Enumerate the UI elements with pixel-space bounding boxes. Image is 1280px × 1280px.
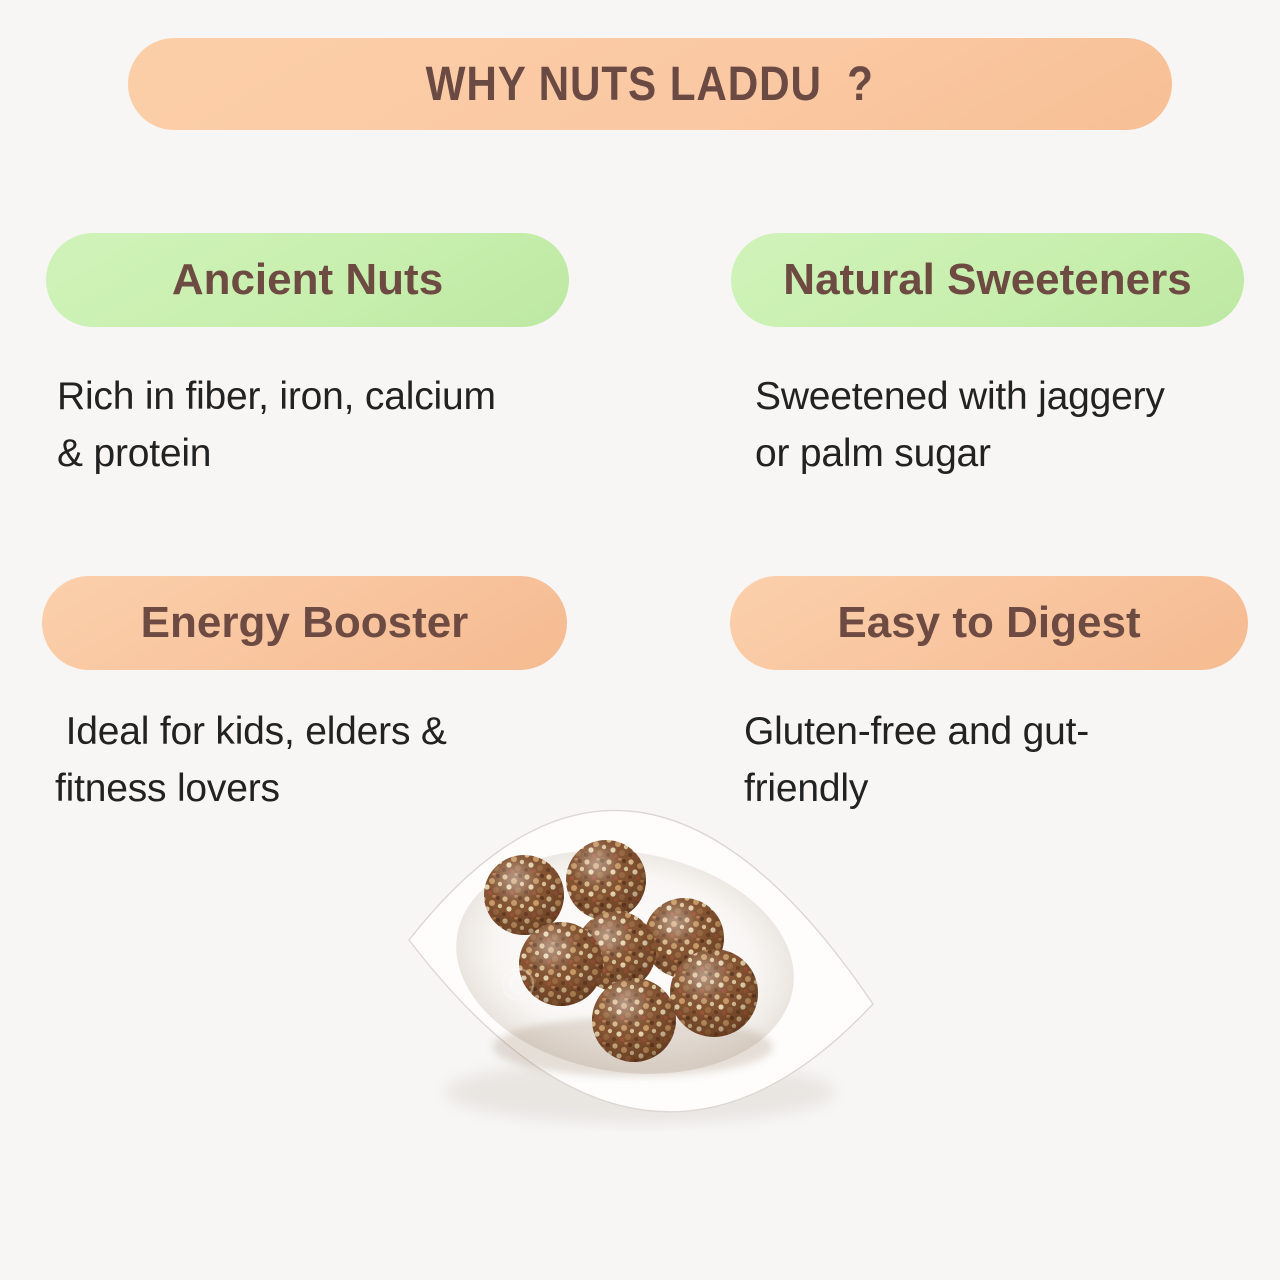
desc-line: Sweetened with jaggery (755, 375, 1165, 418)
desc-line: friendly (744, 767, 869, 810)
laddu-ball (566, 840, 646, 920)
page-title: WHY NUTS LADDU ? (425, 57, 875, 111)
copyright-watermark: © (501, 958, 535, 1010)
laddu-ball (670, 949, 758, 1037)
benefit-description-ancient-nuts (57, 368, 496, 482)
desc-line: fitness lovers (55, 767, 280, 810)
laddu-ball (592, 978, 676, 1062)
benefit-pill-easy-to-digest (730, 576, 1248, 670)
laddu-photo (395, 792, 895, 1132)
benefit-label-easy-to-digest: Easy to Digest (837, 598, 1141, 647)
benefit-pill-ancient-nuts (46, 233, 569, 327)
desc-line: Rich in fiber, iron, calcium (57, 375, 496, 418)
benefit-description-natural-sweeteners (755, 368, 1165, 482)
benefit-label-ancient-nuts: Ancient Nuts (171, 255, 444, 304)
benefit-label-natural-sweeteners: Natural Sweeteners (783, 255, 1192, 304)
desc-line: Gluten-free and gut- (744, 710, 1090, 753)
benefit-description-energy-booster (55, 703, 447, 817)
desc-line: & protein (57, 432, 212, 475)
desc-line: or palm sugar (755, 432, 991, 475)
title-pill (128, 38, 1172, 130)
desc-line: Ideal for kids, elders & (55, 710, 447, 753)
benefit-pill-natural-sweeteners (731, 233, 1244, 327)
laddu-plate-illustration (395, 792, 895, 1132)
benefit-pill-energy-booster (42, 576, 567, 670)
benefit-label-energy-booster: Energy Booster (140, 598, 469, 647)
